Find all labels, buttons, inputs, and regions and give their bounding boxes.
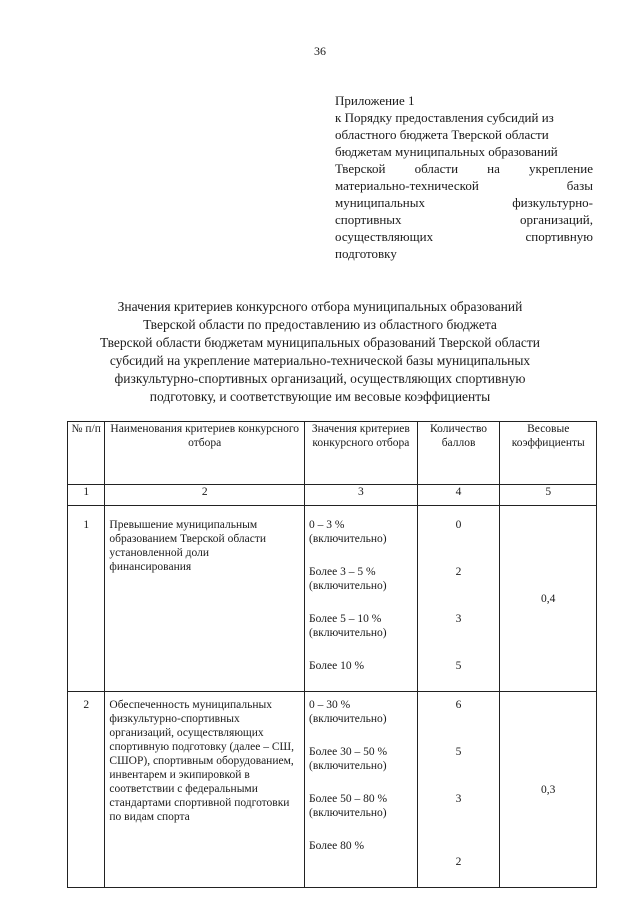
row-number: 1 [68, 506, 105, 692]
appendix-line [335, 126, 593, 143]
appendix-title: Приложение 1 [335, 93, 415, 108]
appendix-word: бюджетам муниципальных образований [335, 144, 558, 159]
value-range: Более 30 – 50 % [309, 746, 388, 758]
appendix-line [335, 194, 593, 211]
appendix-word: областного бюджета Тверской области [335, 127, 549, 142]
value-note: (включительно) [309, 713, 387, 725]
column-number: 5 [500, 485, 597, 506]
appendix-word: на [487, 161, 500, 176]
points-value: 2 [455, 856, 462, 868]
appendix-word: физкультурно- [512, 195, 593, 210]
weight-coefficient: 0,3 [500, 692, 597, 888]
value-range: 0 – 30 % [309, 699, 351, 711]
heading-line: Значения критериев конкурсного отбора муниципальных образований [117, 299, 523, 314]
appendix-word: спортивных [335, 212, 402, 227]
appendix-line [335, 211, 593, 228]
column-number: 4 [417, 485, 500, 506]
criterion-points [417, 692, 500, 888]
criterion-values [305, 692, 418, 888]
column-number: 3 [305, 485, 418, 506]
value-range: Более 3 – 5 % [309, 566, 376, 578]
row-number: 2 [68, 692, 105, 888]
heading-line: субсидий на укрепление материально-технической базы муниципальных [109, 353, 531, 368]
page-number: 36 [314, 44, 326, 58]
appendix-word: Тверской [335, 161, 386, 176]
points-value: 5 [455, 746, 462, 758]
column-number: 2 [105, 485, 305, 506]
value-note: (включительно) [309, 580, 387, 592]
appendix-word: спортивную [525, 229, 593, 244]
column-numbers-row [68, 485, 597, 506]
header-values: Значения критериев конкурсного отбора [305, 422, 418, 485]
value-note: (включительно) [309, 807, 387, 819]
points-value: 3 [455, 793, 462, 805]
table-header-row [68, 422, 597, 485]
header-points: Количество баллов [417, 422, 500, 485]
header-weights: Весовые коэффициенты [500, 422, 597, 485]
appendix-word: осуществляющих [335, 229, 434, 244]
appendix-line [335, 109, 593, 126]
criterion-values [305, 506, 418, 692]
weight-coefficient: 0,4 [500, 506, 597, 692]
criterion-text: Обеспеченность муниципальных физкультурно-спортивных организаций, осуществляющих спортивную подготовку (далее – СШ, СШОР), спортивным оборудованием, инвентарем и экипировкой в соответствии с федеральными стандартами спортивной подготовки по видам спорта [105, 692, 305, 888]
heading-line: подготовку, и соответствующие им весовые коэффициенты [149, 389, 491, 404]
table-row [68, 506, 597, 692]
criteria-table [67, 421, 597, 888]
appendix-lines [335, 109, 593, 262]
points-value: 2 [455, 566, 462, 578]
appendix-line [335, 245, 593, 262]
appendix-word: базы [566, 178, 593, 193]
points-value: 3 [455, 613, 462, 625]
appendix-word: укрепление [529, 161, 593, 176]
heading-line: физкультурно-спортивных организаций, осуществляющих спортивную [114, 371, 526, 386]
value-range: Более 10 % [309, 660, 365, 672]
heading-line: Тверской области бюджетам муниципальных образований Тверской области [100, 335, 540, 350]
value-range: Более 80 % [309, 840, 365, 852]
value-range: Более 5 – 10 % [309, 613, 382, 625]
points-value: 5 [455, 660, 462, 672]
value-range: 0 – 3 % [309, 519, 345, 531]
appendix-word: к Порядку предоставления субсидий из [335, 110, 554, 125]
column-number: 1 [68, 485, 105, 506]
appendix-line [335, 177, 593, 194]
header-num: № п/п [68, 422, 105, 485]
heading-line: Тверской области по предоставлению из областного бюджета [143, 317, 497, 332]
appendix-line [335, 143, 593, 160]
appendix-word: подготовку [335, 246, 397, 261]
appendix-line [335, 160, 593, 177]
points-value: 6 [455, 699, 462, 711]
appendix-word: материально-технической [335, 178, 479, 193]
appendix-word: муниципальных [335, 195, 426, 210]
appendix-line [335, 228, 593, 245]
value-note: (включительно) [309, 760, 387, 772]
value-note: (включительно) [309, 627, 387, 639]
value-note: (включительно) [309, 533, 387, 545]
header-criterion: Наименования критериев конкурсного отбора [105, 422, 305, 485]
appendix-block [335, 92, 593, 262]
appendix-word: организаций, [519, 212, 593, 227]
appendix-word: области [414, 161, 459, 176]
criterion-text: Превышение муниципальным образованием Тверской области установленной доли финансирования [105, 506, 305, 692]
points-value: 0 [455, 519, 462, 531]
criterion-points [417, 506, 500, 692]
document-heading [60, 298, 580, 406]
table-row [68, 692, 597, 888]
value-range: Более 50 – 80 % [309, 793, 388, 805]
